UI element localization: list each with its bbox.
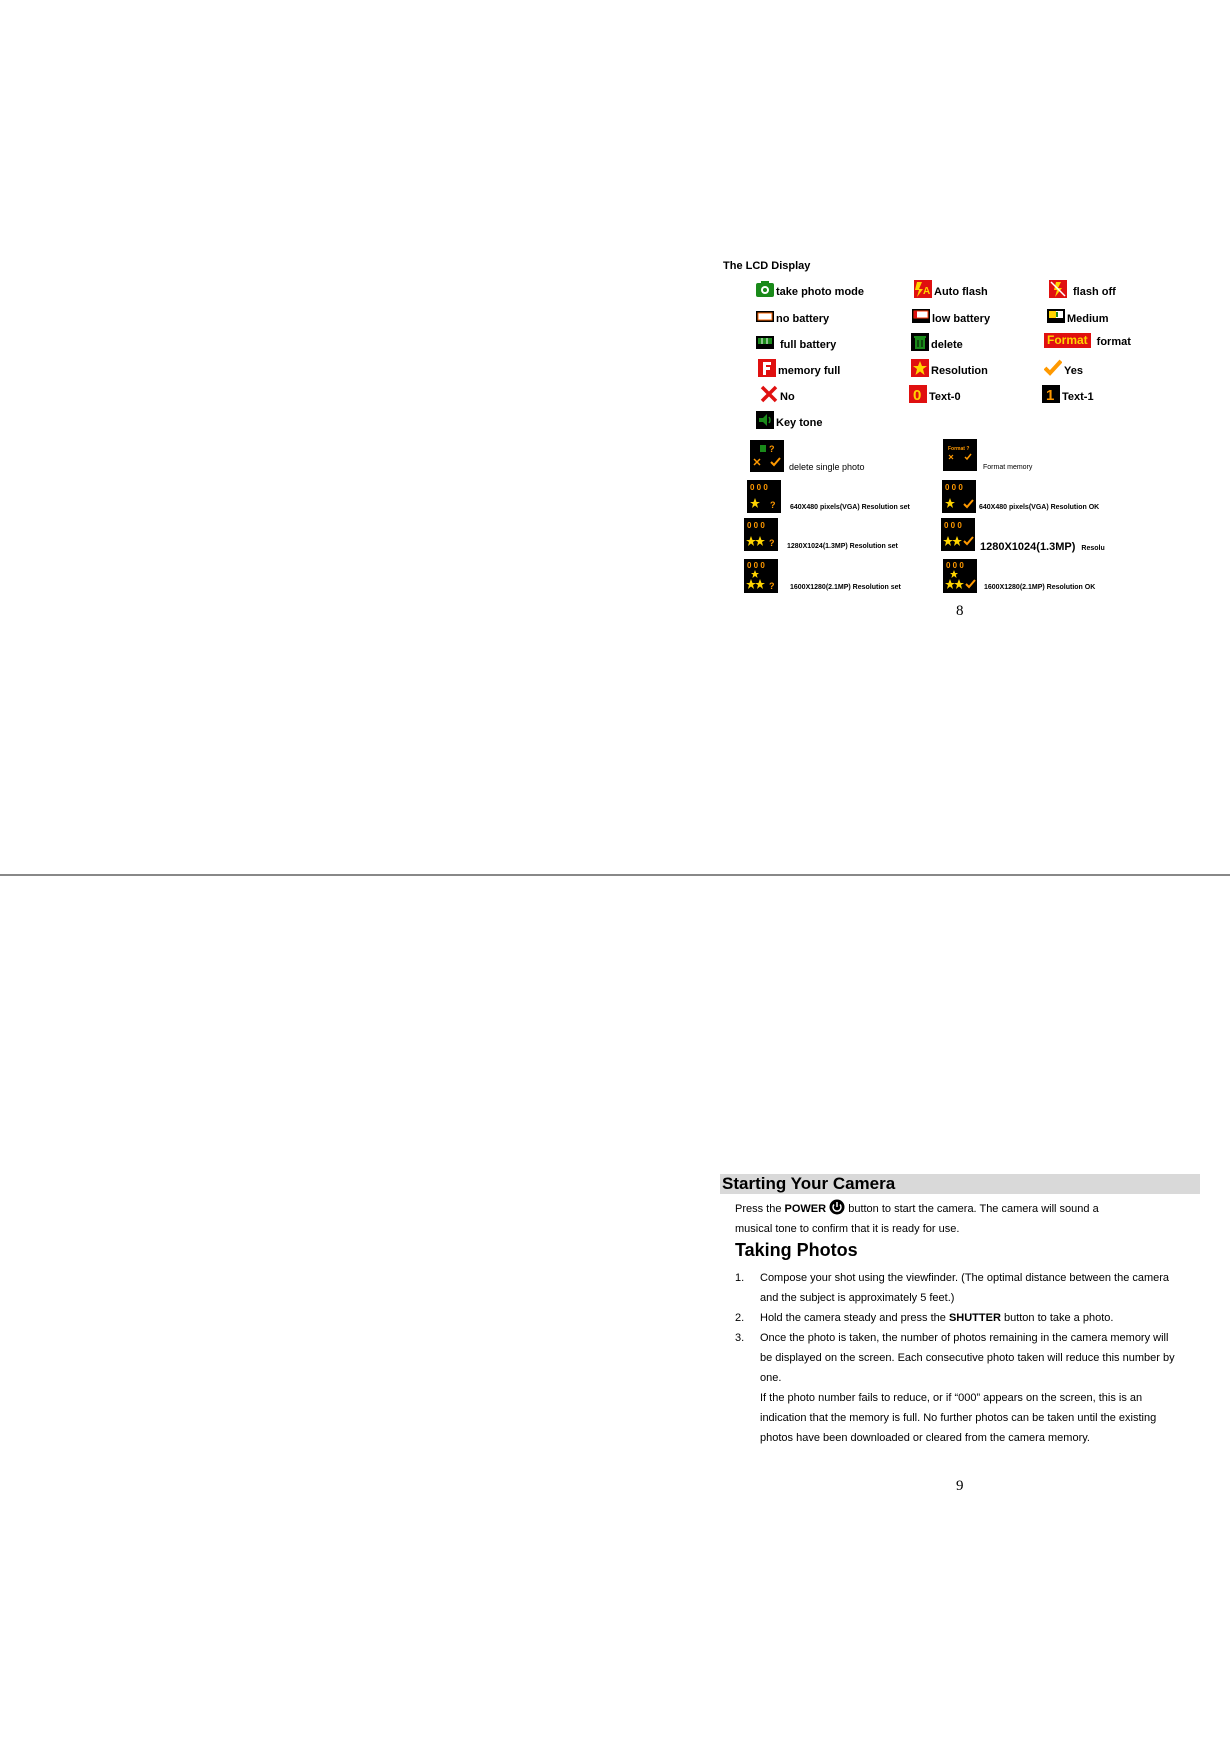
mp13-set-thumbnail [744,518,778,551]
step-number: 3. [735,1332,745,1344]
delete-screen-thumbnail [750,440,784,472]
vga-set-thumbnail [747,480,781,513]
legend-label: No [780,391,795,403]
legend-label: format [1096,336,1131,348]
legend-memory-full [758,359,840,377]
mp13-ok-thumbnail [941,518,975,551]
mp21-set-thumbnail [744,559,778,593]
legend-label: Text-0 [929,391,961,403]
intro-line2: musical tone to confirm that it is ready for use. [735,1223,960,1235]
star-icon [911,359,929,377]
vga-ok-caption: 640X480 pixels(VGA) Resolution OK [979,504,1100,511]
legend-resolution [911,359,988,377]
svg-text:0 0 0: 0 0 0 [946,561,964,570]
intro-pre: Press the [735,1203,785,1215]
section-title: Starting Your Camera [722,1174,896,1193]
lcd-display-title: The LCD Display [723,260,811,272]
step-3-line3: one. [760,1372,782,1384]
medium-battery-icon [1047,307,1065,325]
svg-text:0 0 0: 0 0 0 [945,483,963,492]
page-number-9: 9 [956,1478,964,1494]
svg-text:?: ? [769,581,775,591]
svg-text:0 0 0: 0 0 0 [747,521,765,530]
step-2-text [760,1308,1113,1328]
legend-text1 [1042,385,1094,403]
legend-flash-off [1049,280,1116,298]
cross-icon [760,385,778,403]
mp13-ok-tail: Resolu [1081,545,1105,552]
legend-delete [911,333,963,351]
legend-key-tone [756,411,822,429]
speaker-icon [756,411,774,429]
legend-label: memory full [778,365,841,377]
mp21-ok-caption: 1600X1280(2.1MP) Resolution OK [984,584,1096,591]
mp13-ok-label: 1280X1024(1.3MP) [980,541,1076,553]
intro-post: button to start the camera. The camera will sound a [845,1203,1099,1215]
power-icon [829,1199,845,1215]
legend-label: Resolution [931,365,988,377]
svg-text:0 0 0: 0 0 0 [944,521,962,530]
empty-battery-icon [756,307,774,325]
delete-screen-caption: delete single photo [789,462,865,472]
vga-ok-thumbnail [942,480,976,513]
step-number: 2. [735,1312,745,1324]
check-icon [1044,359,1062,377]
legend-label: delete [931,339,963,351]
legend-label: low battery [932,313,991,325]
intro-paragraph [735,1199,1099,1219]
note-line2: indication that the memory is full. No further photos can be taken until the existing [760,1412,1157,1424]
step-2-pre: Hold the camera steady and press the [760,1312,949,1324]
page-number-8: 8 [956,603,964,619]
legend-no-battery [756,307,829,325]
legend-label: no battery [776,313,830,325]
svg-text:?: ? [769,444,775,454]
memory-full-icon [758,359,776,377]
mp13-set-caption: 1280X1024(1.3MP) Resolution set [787,543,898,550]
legend-format [1044,333,1131,348]
svg-text:0: 0 [913,387,922,403]
step-1-line2: and the subject is approximately 5 feet.) [760,1292,955,1304]
step-2-post: button to take a photo. [1000,1312,1114,1324]
camera-icon [756,280,774,298]
page-divider [0,874,1230,876]
trash-icon [911,333,929,351]
mp21-ok-thumbnail [943,559,977,593]
legend-label: Auto flash [934,286,988,298]
svg-text:Format ?: Format ? [948,446,970,452]
digit-zero-icon [909,385,927,403]
mp13-ok-caption [980,541,1105,553]
step-3-line1: Once the photo is taken, the number of photos remaining in the camera memory will [760,1332,1169,1344]
step-1-line1: Compose your shot using the viewfinder. (The optimal distance between the camera [760,1272,1170,1284]
legend-take-photo [756,280,864,298]
svg-text:A: A [923,286,931,297]
low-battery-icon [912,307,930,325]
legend-full-battery [756,333,836,351]
subtitle-taking-photos: Taking Photos [735,1240,858,1260]
legend-label: Text-1 [1062,391,1094,403]
shutter-label: SHUTTER [948,1312,1001,1324]
legend-label: flash off [1073,286,1116,298]
svg-text:1: 1 [1046,387,1055,403]
format-screen-caption: Format memory [983,464,1033,471]
format-screen-thumbnail [943,439,977,471]
legend-medium-battery [1047,307,1109,325]
flash-off-icon [1049,280,1067,298]
svg-text:?: ? [770,500,776,510]
svg-text:0 0 0: 0 0 0 [750,483,768,492]
note-line3: photos have been downloaded or cleared from the camera memory. [760,1432,1090,1444]
svg-text:?: ? [769,538,775,548]
legend-low-battery [912,307,990,325]
step-number: 1. [735,1272,745,1284]
format-icon: Format [1044,333,1091,348]
legend-yes [1044,359,1083,377]
mp21-set-caption: 1600X1280(2.1MP) Resolution set [790,584,901,591]
legend-label: Key tone [776,417,823,429]
power-label: POWER [784,1203,827,1215]
svg-text:0 0 0: 0 0 0 [747,561,765,570]
legend-label: take photo mode [776,286,865,298]
step-3-line2: be displayed on the screen. Each consecutive photo taken will reduce this number by [760,1352,1175,1364]
full-battery-icon [756,333,774,351]
legend-label: Medium [1067,313,1109,325]
note-line1: If the photo number fails to reduce, or if “000” appears on the screen, this is an [760,1392,1143,1404]
auto-flash-icon [914,280,932,298]
legend-auto-flash [914,280,988,298]
digit-one-icon [1042,385,1060,403]
legend-no [760,385,795,403]
legend-label: full battery [780,339,837,351]
legend-text0 [909,385,961,403]
legend-label: Yes [1064,365,1083,377]
vga-set-caption: 640X480 pixels(VGA) Resolution set [790,504,910,511]
